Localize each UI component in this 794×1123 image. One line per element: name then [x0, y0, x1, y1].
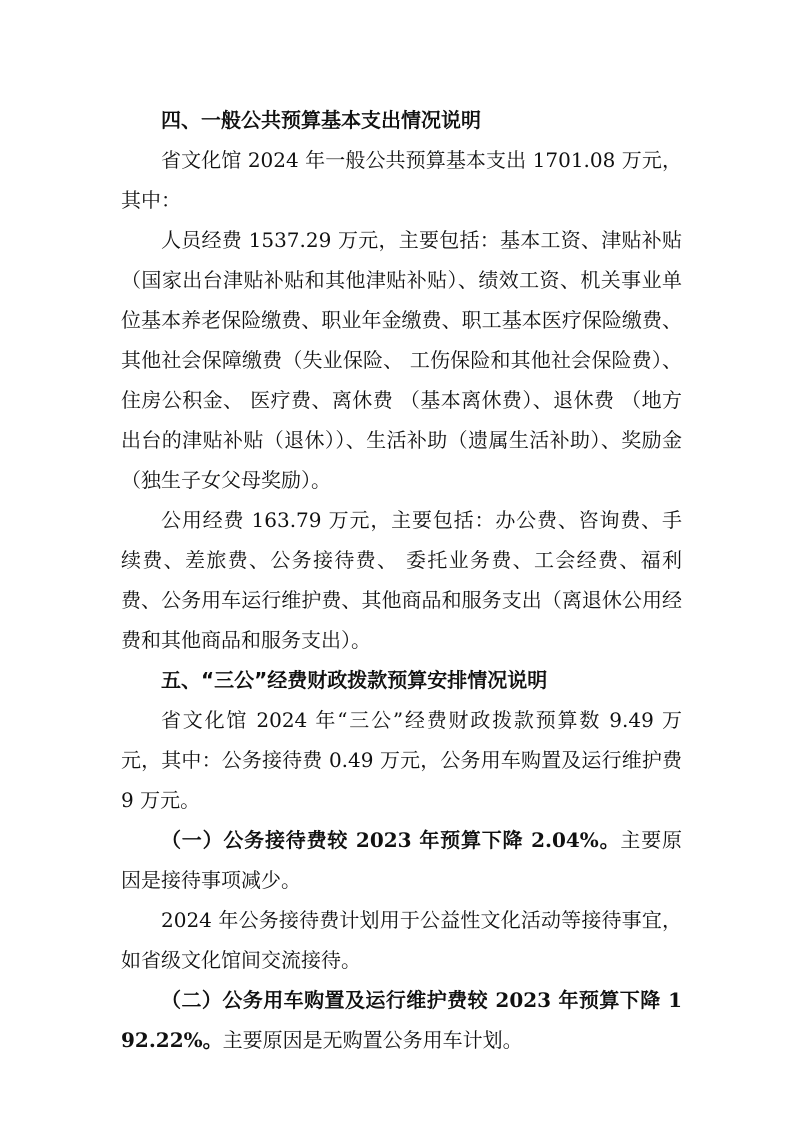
section-4-heading: 四、一般公共预算基本支出情况说明: [161, 108, 481, 132]
reception-fee-reason: 主要原因是接待事项减少。: [121, 828, 682, 892]
section-5-heading: 五、“三公”经费财政拨款预算安排情况说明: [161, 668, 548, 692]
public-expense-paragraph: 公用经费 163.79 万元，主要包括：办公费、咨询费、手续费、差旅费、公务接待费、 委托业务费、工会经费、福利费、公务用车运行维护费、其他商品和服务支出（离退休公用经费和其他商品和服务支出）。: [121, 508, 682, 652]
reception-fee-paragraph: [121, 820, 682, 900]
reception-fee-detail: 2024 年公务接待费计划用于公益性文化活动等接待事宜，如省级文化馆间交流接待。: [121, 908, 682, 972]
personnel-expense-paragraph: 人员经费 1537.29 万元，主要包括：基本工资、津贴补贴（国家出台津贴补贴和其他津贴补贴）、绩效工资、机关事业单位基本养老保险缴费、职业年金缴费、职工基本医疗保险缴费、其他社会保障缴费（失业保险、 工伤保险和其他社会保险费）、住房公积金、 医疗费、离休费 （基本离休费）、退休费 （地方出台的津贴补贴（退休））、生活补助（遗属生活补助）、奖励金（独生子女父母奖励）。: [121, 228, 682, 492]
reception-fee-heading: （一）公务接待费较 2023 年预算下降 2.04%。: [161, 828, 621, 852]
section-4-intro: 省文化馆 2024 年一般公共预算基本支出 1701.08 万元，其中：: [121, 148, 682, 212]
vehicle-fee-heading: （二）公务用车购置及运行维护费较 2023 年预算下降 192.22%。: [121, 988, 682, 1052]
document-body: [121, 100, 682, 1060]
section-5-intro: 省文化馆 2024 年“三公”经费财政拨款预算数 9.49 万元，其中：公务接待费 0.49 万元，公务用车购置及运行维护费 9 万元。: [121, 708, 682, 812]
vehicle-fee-paragraph: [121, 980, 682, 1060]
vehicle-fee-reason: 主要原因是无购置公务用车计划。: [222, 1028, 523, 1052]
